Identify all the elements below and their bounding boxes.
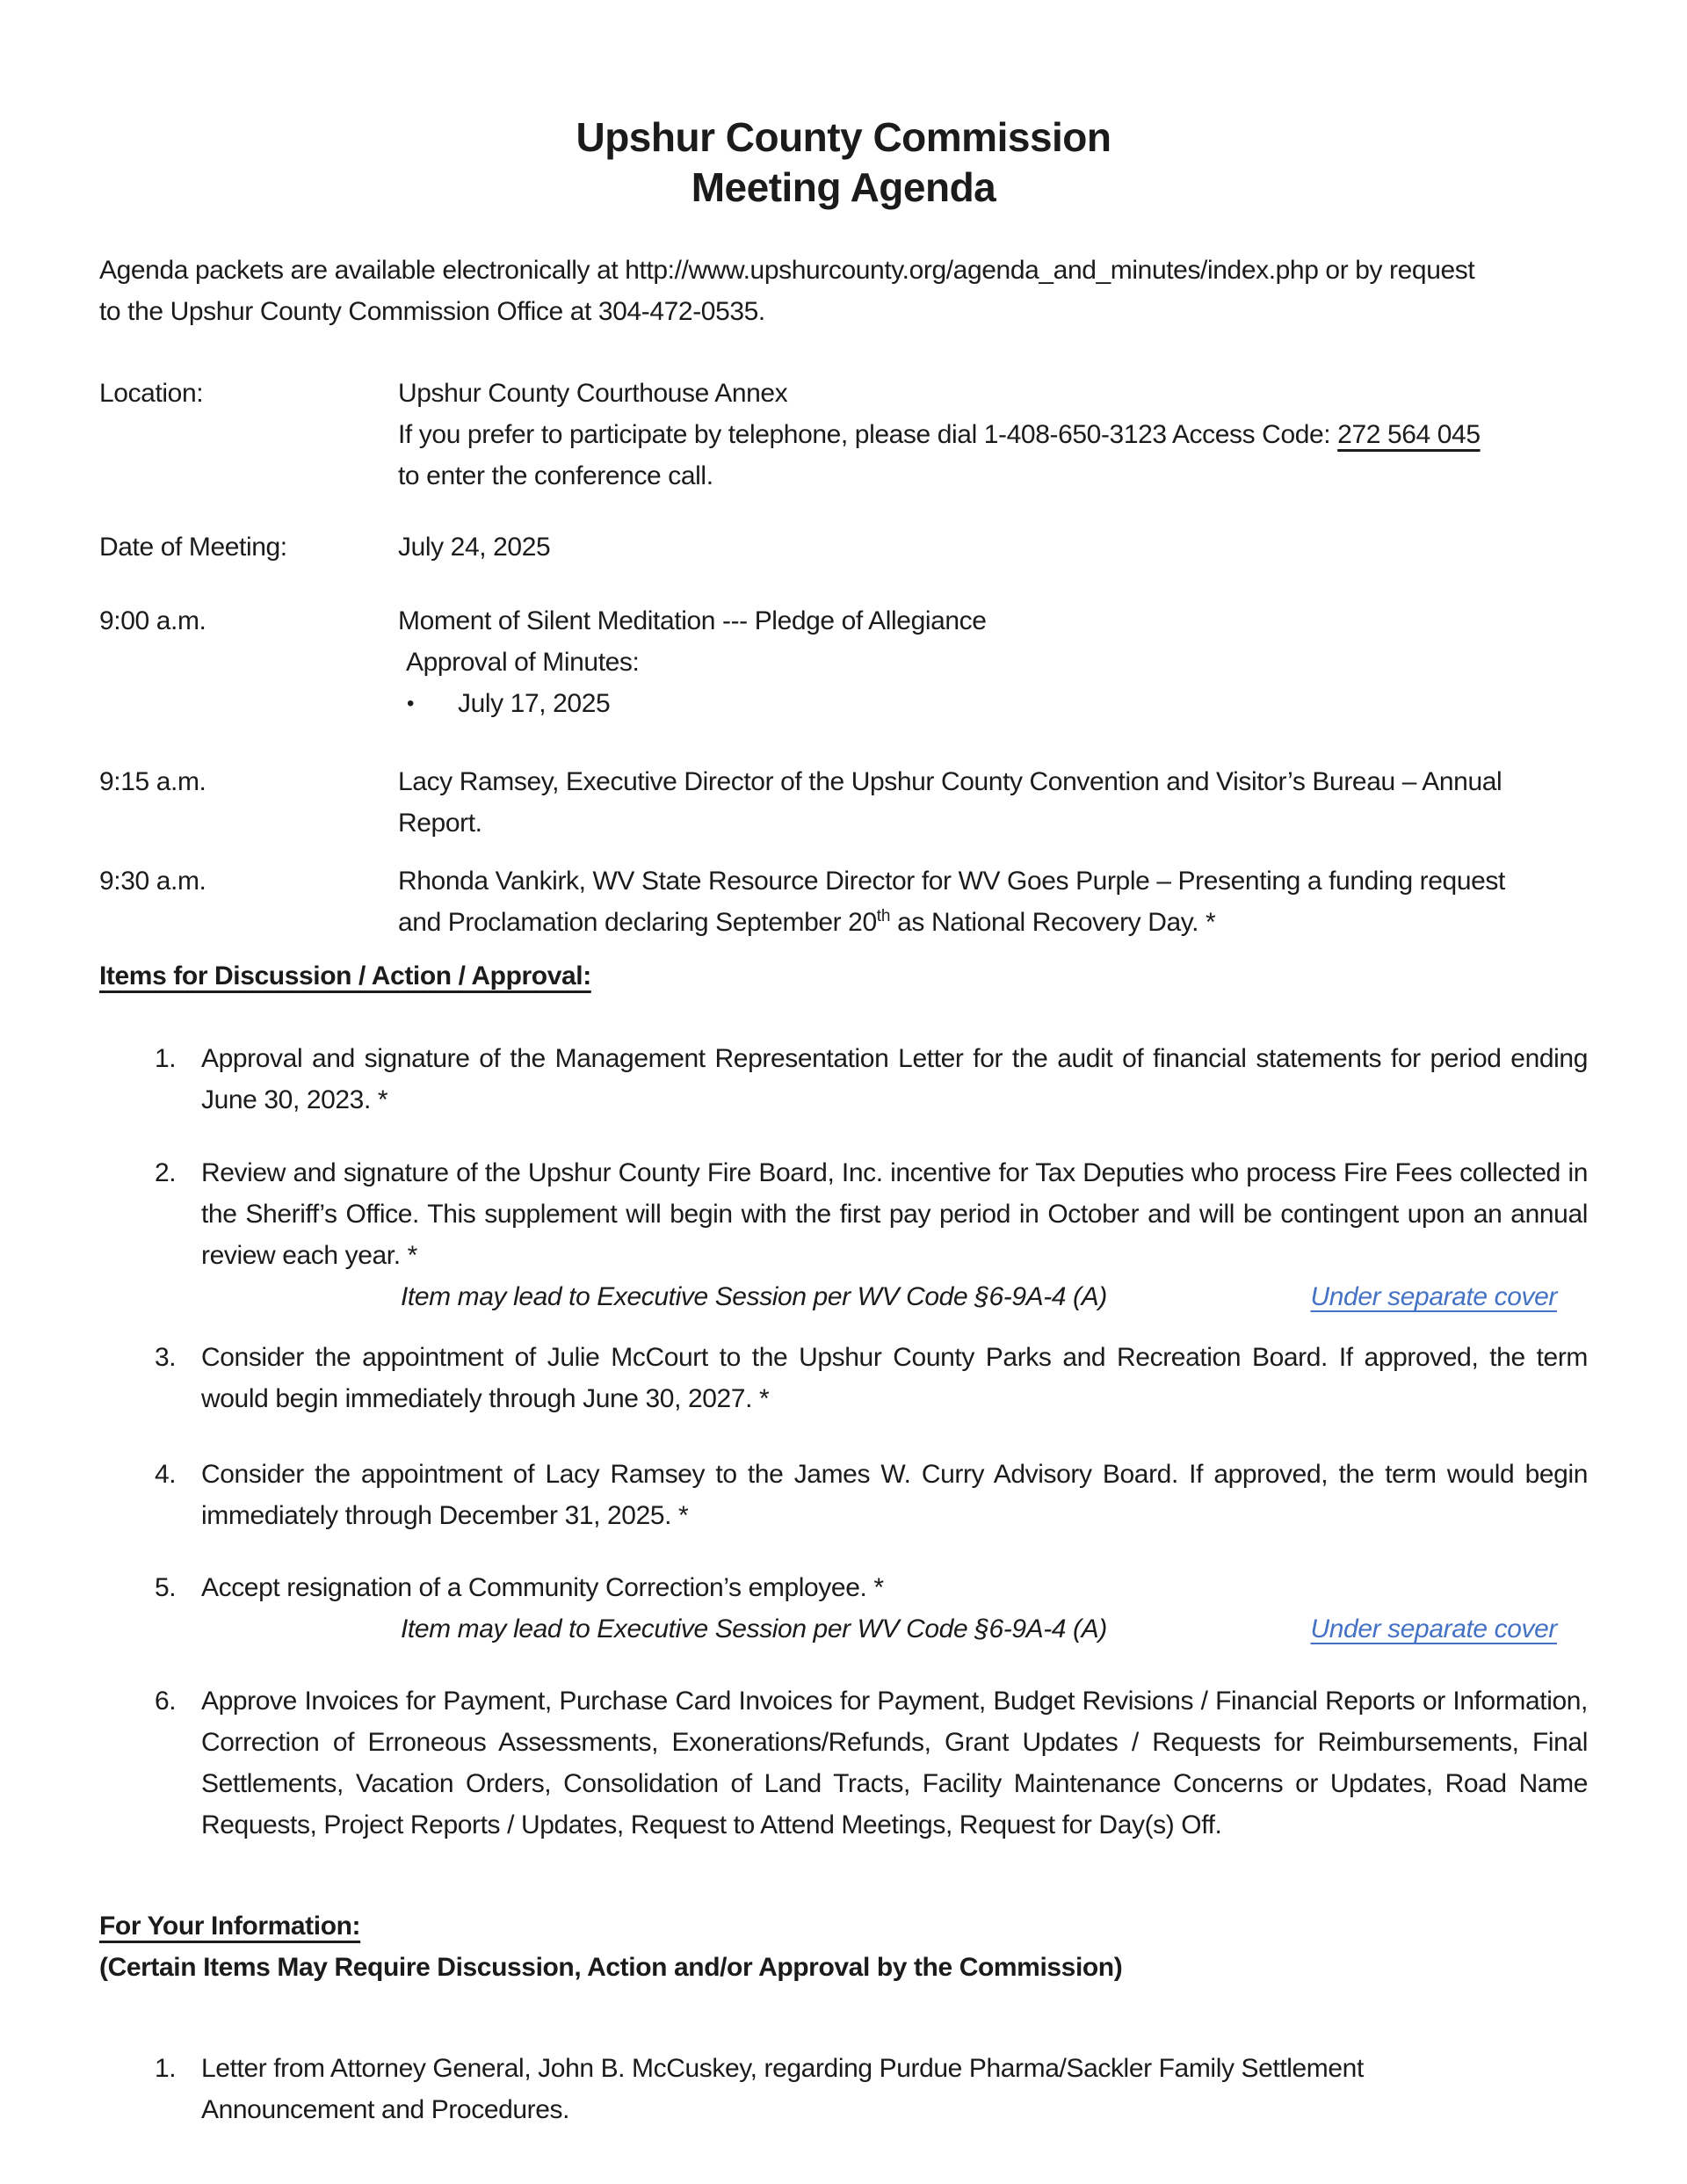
item-body [201, 1038, 1588, 1121]
item-number: 5. [155, 1573, 177, 1602]
item-number: 1. [155, 2054, 177, 2083]
item-number: 1. [155, 1044, 177, 1073]
meditation-pledge-line: Moment of Silent Meditation --- Pledge of Allegiance [398, 606, 987, 635]
item-text: Review and signature of the Upshur County Fire Board, Inc. incentive for Tax Deputies who process Fire Fees collected in the Sheriff’s Office. This supplement will begin with the first pay period in October and will be contingent upon an annual review each year. * [201, 1158, 1588, 1270]
intro-paragraph [99, 250, 1588, 332]
time-label-900: 9:00 a.m. [99, 606, 206, 635]
cvb-report-line-2: Report. [398, 809, 482, 838]
recovery-day-text: as National Recovery Day. * [890, 908, 1216, 937]
date-value: July 24, 2025 [398, 533, 551, 562]
under-separate-cover-link[interactable]: Under separate cover [1310, 1282, 1557, 1311]
discussion-item-5 [99, 1567, 1588, 1650]
item-body [201, 1454, 1588, 1536]
discussion-item-4 [99, 1454, 1588, 1536]
item-text: Consider the appointment of Julie McCourt to the Upshur County Parks and Recreation Board. If approved, the term would begin immediately through June 30, 2027. * [201, 1343, 1588, 1413]
location-content [398, 373, 1588, 497]
fyi-section [99, 1846, 1588, 1988]
item-text: Approval and signature of the Management Representation Letter for the audit of financial statements for period ending June 30, 2023. * [201, 1044, 1588, 1114]
intro-line-1: Agenda packets are available electronically at http://www.upshurcounty.org/agenda_and_minutes/index.php or by request [99, 256, 1475, 285]
bullet-icon: • [407, 692, 415, 715]
executive-session-note: Item may lead to Executive Session per WV Code §6-9A-4 (A) [401, 1282, 1107, 1311]
minutes-date: July 17, 2025 [458, 689, 611, 718]
ordinal-superscript: th [876, 907, 891, 925]
goes-purple-line-2 [398, 902, 1588, 943]
agenda-content-900 [398, 600, 1588, 724]
item-body [201, 1152, 1588, 1317]
item-number: 6. [155, 1687, 177, 1716]
title-line-2: Meeting Agenda [691, 164, 996, 210]
location-row [99, 373, 1588, 497]
fyi-item-1 [99, 2048, 1588, 2130]
fyi-section-subheading: (Certain Items May Require Discussion, Action and/or Approval by the Commission) [99, 1953, 1123, 1982]
item-body [201, 2048, 1588, 2130]
item-number: 4. [155, 1460, 177, 1489]
intro-line-2: to the Upshur County Commission Office at 304-472-0535. [99, 297, 765, 326]
time-label-930: 9:30 a.m. [99, 867, 206, 896]
item-text: Approve Invoices for Payment, Purchase Card Invoices for Payment, Budget Revisions / Financial Reports or Information, Correction of Erroneous Assessments, Exonerations/Refunds, Grant Updates / Requests for Reimbursements, Final Settlements, Vacation Orders, Consolidation of Land Tracts, Facility Maintenance Concerns or Updates, Road Name Requests, Project Reports / Updates, Request to Attend Meetings, Request for Day(s) Off. [201, 1687, 1588, 1839]
cvb-report-line-1: Lacy Ramsey, Executive Director of the Upshur County Convention and Visitor’s Bureau – Annual [398, 767, 1502, 796]
proclamation-text: and Proclamation declaring September 20 [398, 908, 877, 937]
discussion-section-heading: Items for Discussion / Action / Approval: [99, 961, 591, 990]
discussion-item-1 [99, 1038, 1588, 1121]
time-label-915: 9:15 a.m. [99, 767, 206, 796]
location-venue: Upshur County Courthouse Annex [398, 379, 788, 408]
fyi-item-line-2: Announcement and Procedures. [201, 2095, 570, 2124]
title-line-1: Upshur County Commission [576, 114, 1111, 160]
executive-session-note-row [201, 1608, 1588, 1650]
goes-purple-line-1: Rhonda Vankirk, WV State Resource Director for WV Goes Purple – Presenting a funding request [398, 867, 1505, 896]
item-body [201, 1337, 1588, 1419]
item-text: Consider the appointment of Lacy Ramsey to the James W. Curry Advisory Board. If approved, the term would begin immediately through December 31, 2025. * [201, 1460, 1588, 1530]
document-title [99, 112, 1588, 213]
access-code: 272 564 045 [1337, 420, 1481, 449]
fyi-section-heading: For Your Information: [99, 1912, 361, 1941]
location-conference-line: to enter the conference call. [398, 461, 713, 490]
date-row [99, 526, 1588, 568]
discussion-item-6 [99, 1680, 1588, 1846]
item-text: Accept resignation of a Community Correction’s employee. * [201, 1573, 884, 1602]
agenda-row-900am [99, 600, 1588, 724]
discussion-item-3 [99, 1337, 1588, 1419]
item-number: 3. [155, 1343, 177, 1372]
under-separate-cover-link[interactable]: Under separate cover [1310, 1614, 1557, 1643]
approval-of-minutes-line: Approval of Minutes: [406, 648, 640, 677]
item-number: 2. [155, 1158, 177, 1187]
discussion-item-2 [99, 1152, 1588, 1317]
location-phone-text: If you prefer to participate by telephone, please dial 1-408-650-3123 Access Code: [398, 420, 1338, 449]
date-label: Date of Meeting: [99, 533, 287, 562]
executive-session-note-row [201, 1276, 1588, 1317]
item-body [201, 1567, 1588, 1650]
location-phone-line [398, 414, 1588, 455]
agenda-content-915 [398, 761, 1588, 844]
agenda-content-930 [398, 860, 1588, 943]
item-body [201, 1680, 1588, 1846]
executive-session-note: Item may lead to Executive Session per WV Code §6-9A-4 (A) [401, 1614, 1107, 1643]
agenda-row-915am [99, 761, 1588, 844]
location-label: Location: [99, 379, 204, 408]
agenda-row-930am [99, 860, 1588, 943]
fyi-item-line-1: Letter from Attorney General, John B. McCuskey, regarding Purdue Pharma/Sackler Family Settlement [201, 2054, 1364, 2083]
minutes-bullet-line [398, 683, 1588, 724]
